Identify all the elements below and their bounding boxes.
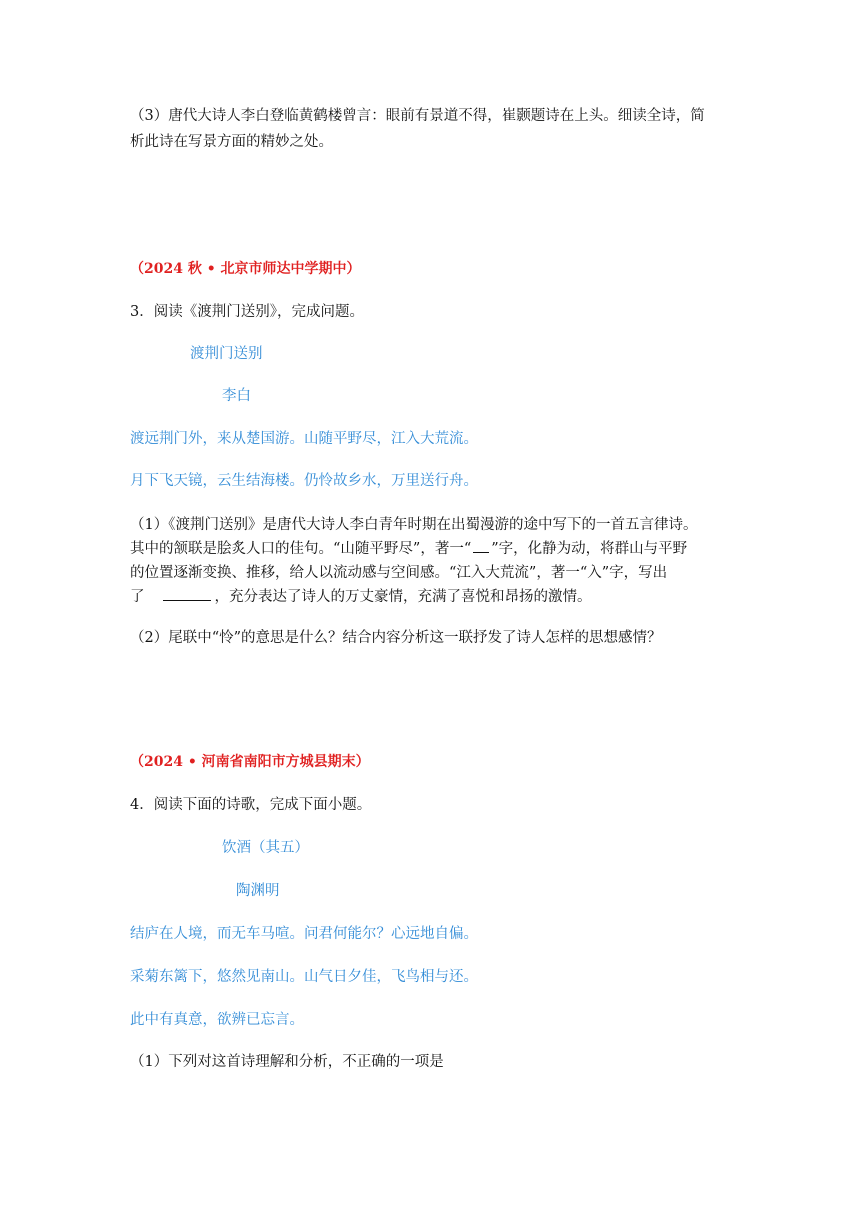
q4-poem-line-3: 此中有真意，欲辨已忘言。: [130, 1012, 304, 1028]
q4-source: （2024 • 河南省南阳市方城县期末）: [130, 754, 370, 770]
q3-poem-title: 渡荆门送别: [190, 346, 263, 362]
q3-part1-line2-after: ”字，化静为动，将群山与平野: [491, 541, 688, 557]
q4-poem-line-2: 采菊东篱下，悠然见南山。山气日夕佳，飞鸟相与还。: [130, 969, 478, 985]
q3-part1-line4-after: ，充分表达了诗人的万丈豪情，充满了喜悦和昂扬的激情。: [214, 589, 592, 605]
q3-part1-line2-text: 其中的颔联是脍炙人口的佳句。“山随平野尽”，著一“: [130, 541, 472, 557]
q4-poem-line-1: 结庐在人境，而无车马喧。问君何能尔？心远地自偏。: [130, 926, 478, 942]
q3-part1-line3: 的位置逐渐变换、推移，给人以流动感与空间感。“江入大荒流”，著一“入”字，写出: [130, 565, 668, 581]
q2-part3-line2: 析此诗在写景方面的精妙之处。: [130, 134, 333, 150]
q4-poem-title: 饮酒（其五）: [222, 840, 309, 856]
q3-part1-line4-before: 了: [130, 589, 145, 605]
q4-part1: （1）下列对这首诗理解和分析，不正确的一项是: [130, 1054, 444, 1070]
q3-source: （2024 秋 • 北京市师达中学期中）: [130, 261, 361, 277]
answer-blank-2[interactable]: [163, 586, 211, 601]
q2-part3-line1: （3）唐代大诗人李白登临黄鹤楼曾言：眼前有景道不得，崔颢题诗在上头。细读全诗，简: [130, 108, 705, 124]
answer-blank-1[interactable]: [473, 538, 489, 553]
q3-part2: （2）尾联中“怜”的意思是什么？结合内容分析这一联抒发了诗人怎样的思想感情？: [130, 630, 662, 646]
q4-stem: 4．阅读下面的诗歌，完成下面小题。: [130, 797, 372, 813]
q3-poem-line-2: 月下飞天镜，云生结海楼。仍怜故乡水，万里送行舟。: [130, 473, 478, 489]
q3-stem: 3．阅读《渡荆门送别》，完成问题。: [130, 304, 364, 320]
q3-poem-line-1: 渡远荆门外，来从楚国游。山随平野尽，江入大荒流。: [130, 431, 478, 447]
q3-poem-author: 李白: [222, 388, 251, 404]
q4-poem-author: 陶渊明: [236, 883, 280, 899]
q3-part1-line1: （1）《渡荆门送别》是唐代大诗人李白青年时期在出蜀漫游的途中写下的一首五言律诗。: [130, 517, 698, 533]
q3-part1-line2: [130, 537, 740, 561]
q3-part1-line4: [130, 585, 740, 609]
